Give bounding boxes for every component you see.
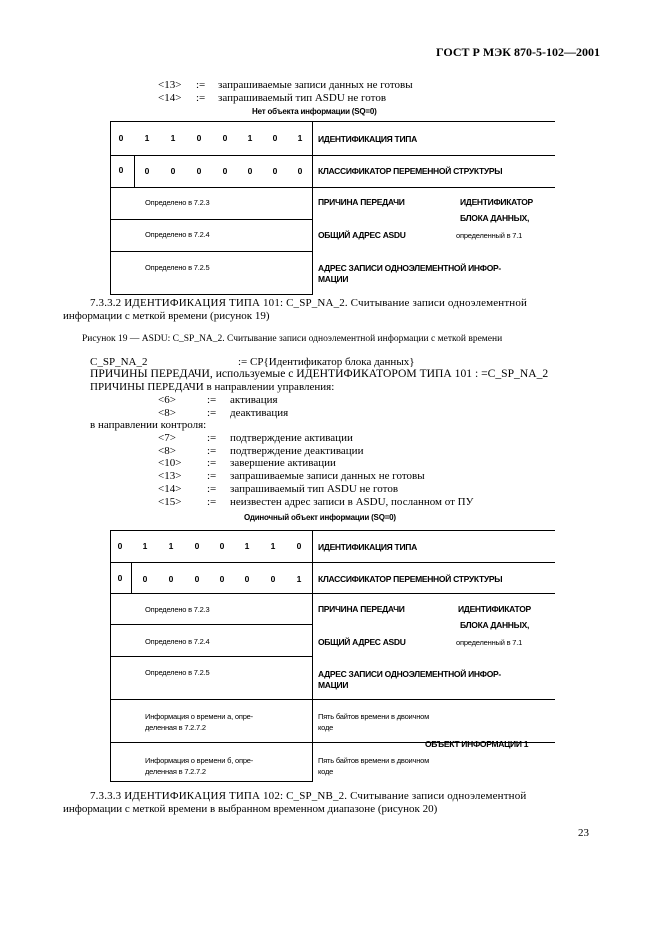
time-info: деленная в 7.2.7.2 [145,723,206,732]
field-var-struct: КЛАССИФИКАТОР ПЕРЕМЕННОЙ СТРУКТУРЫ [318,574,503,584]
field-divider [313,187,555,188]
field-record-addr: МАЦИИ [318,680,349,690]
bit-value: 1 [144,133,150,143]
list-text: запрашиваемые записи данных не готовы [218,79,413,91]
field-divider [313,562,555,563]
info-object-label: ОБЪЕКТ ИНФОРМАЦИИ 1 [425,739,529,749]
bit-value: 1 [170,133,176,143]
bit-value: 0 [270,574,276,584]
bit-value: 1 [142,541,148,551]
bit-value: 1 [270,541,276,551]
list-code: <14> [158,483,182,495]
paragraph: 7.3.3.3 ИДЕНТИФИКАЦИЯ ТИПА 102: C_SP_NB_2. Считывание записи одноэлементной [90,790,527,802]
block-id-def: определенный в 7.1 [456,231,523,240]
bit-value: 0 [296,541,302,551]
five-bytes: Пять байтов времени в двоичном [318,756,430,765]
list-code: <8> [158,407,176,419]
field-record-addr: МАЦИИ [318,274,349,284]
five-bytes: коде [318,767,334,776]
figure-caption: Рисунок 19 — ASDU: C_SP_NA_2. Считывание записи одноэлементной информации с меткой времени [82,334,503,344]
list-sep: := [207,496,217,508]
table-border [312,530,313,782]
defined-in: Определено в 7.2.5 [145,668,210,677]
field-type-id: ИДЕНТИФИКАЦИЯ ТИПА [318,542,417,552]
table-border [110,187,312,188]
bit-divider [131,563,132,593]
list-sep: := [207,432,217,444]
bit-value: 0 [219,574,225,584]
list-code: <8> [158,445,176,457]
bit-value: 0 [222,166,228,176]
bit-value: 0 [272,133,278,143]
bit-value: 0 [117,573,123,583]
table-border [110,624,312,625]
list-text: запрашиваемый тип ASDU не готов [230,483,399,495]
bit-value: 0 [194,574,200,584]
paragraph: информации с меткой времени в выбранном временном диапазоне (рисунок 20) [63,803,438,815]
table-border [110,656,312,657]
def-line: ПРИЧИНЫ ПЕРЕДАЧИ, используемые с ИДЕНТИФИКАТОРОМ ТИПА 101 : =C_SP_NA_2 [90,367,549,380]
bit-value: 0 [196,166,202,176]
bit-value: 0 [118,165,124,175]
list-code: <15> [158,496,182,508]
table-border [110,121,111,295]
list-sep: := [207,470,217,482]
block-id: ИДЕНТИФИКАТОР [460,197,533,207]
list-text: подтверждение деактивации [230,445,364,457]
defined-in: Определено в 7.2.5 [145,263,210,272]
table-border [110,155,312,156]
def-name: C_SP_NA_2 [90,356,148,368]
table-border [110,562,312,563]
field-divider [313,593,555,594]
field-divider [313,155,555,156]
block-id: ИДЕНТИФИКАТОР [458,604,531,614]
bit-value: 1 [296,574,302,584]
field-cause: ПРИЧИНА ПЕРЕДАЧИ [318,604,405,614]
list-code: <7> [158,432,176,444]
defined-in: Определено в 7.2.3 [145,605,210,614]
figure-caption: Одиночный объект информации (SQ=0) [244,513,396,522]
bit-value: 0 [244,574,250,584]
list-sep: := [196,79,206,91]
table-border [110,742,312,743]
bit-value: 0 [219,541,225,551]
list-code: <6> [158,394,176,406]
list-sep: := [207,394,217,406]
def-line: в направлении контроля: [90,419,207,431]
list-text: завершение активации [230,457,336,469]
table-border [110,530,555,531]
paragraph: 7.3.3.2 ИДЕНТИФИКАЦИЯ ТИПА 101: C_SP_NA_2. Считывание записи одноэлементной [90,297,528,309]
bit-value: 1 [247,133,253,143]
bit-value: 0 [297,166,303,176]
bit-value: 0 [117,541,123,551]
field-divider [313,699,555,700]
five-bytes: Пять байтов времени в двоичном [318,712,430,721]
bit-value: 0 [168,574,174,584]
bit-value: 0 [196,133,202,143]
list-code: <13> [158,470,182,482]
defined-in: Определено в 7.2.4 [145,230,210,239]
bit-value: 1 [297,133,303,143]
table-border [110,294,312,295]
list-text: деактивация [230,407,289,419]
list-text: подтверждение активации [230,432,353,444]
field-var-struct: КЛАССИФИКАТОР ПЕРЕМЕННОЙ СТРУКТУРЫ [318,166,503,176]
bit-value: 1 [168,541,174,551]
table-border [110,699,312,700]
list-item [158,79,181,91]
field-common-addr: ОБЩИЙ АДРЕС ASDU [318,637,406,647]
bit-value: 0 [247,166,253,176]
table-border [110,593,312,594]
five-bytes: коде [318,723,334,732]
bit-value: 0 [170,166,176,176]
bit-value: 0 [142,574,148,584]
bit-value: 0 [272,166,278,176]
table-border [110,121,555,122]
figure-caption: Нет объекта информации (SQ=0) [252,107,377,116]
block-id-def: определенный в 7.1 [456,638,523,647]
list-code: <10> [158,457,182,469]
time-info: Информация о времени а, опре- [145,712,253,721]
field-cause: ПРИЧИНА ПЕРЕДАЧИ [318,197,405,207]
def-value: := CP{Идентификатор блока данных} [238,356,415,368]
bit-value: 0 [194,541,200,551]
time-info: Информация о времени б, опре- [145,756,254,765]
list-sep: := [207,483,217,495]
bit-value: 1 [244,541,250,551]
field-record-addr: АДРЕС ЗАПИСИ ОДНОЭЛЕМЕНТНОЙ ИНФОР- [318,669,501,679]
list-code: <14> [158,92,182,104]
document-id: ГОСТ Р МЭК 870-5-102—2001 [436,45,600,59]
list-sep: := [196,92,206,104]
table-border [312,121,313,295]
bit-value: 0 [144,166,150,176]
bit-value: 0 [222,133,228,143]
defined-in: Определено в 7.2.3 [145,198,210,207]
time-info: деленная в 7.2.7.2 [145,767,206,776]
list-text: запрашиваемый тип ASDU не готов [218,92,387,104]
field-type-id: ИДЕНТИФИКАЦИЯ ТИПА [318,134,417,144]
page-number: 23 [578,827,589,839]
list-code: <13> [158,79,182,91]
def-line: ПРИЧИНЫ ПЕРЕДАЧИ в направлении управления: [90,381,335,393]
field-common-addr: ОБЩИЙ АДРЕС ASDU [318,230,406,240]
list-sep: := [207,407,217,419]
table-border [110,781,312,782]
bit-divider [134,156,135,187]
table-border [110,219,312,220]
field-record-addr: АДРЕС ЗАПИСИ ОДНОЭЛЕМЕНТНОЙ ИНФОР- [318,263,501,273]
list-text: активация [230,394,278,406]
list-text: неизвестен адрес записи в ASDU, посланном от ПУ [230,496,474,508]
block-id: БЛОКА ДАННЫХ, [460,213,530,223]
block-id: БЛОКА ДАННЫХ, [460,620,530,630]
list-sep: := [207,457,217,469]
table-border [110,251,312,252]
list-sep: := [207,445,217,457]
defined-in: Определено в 7.2.4 [145,637,210,646]
list-text: запрашиваемые записи данных не готовы [230,470,425,482]
bit-value: 0 [118,133,124,143]
paragraph: информации с меткой времени (рисунок 19) [63,310,270,322]
